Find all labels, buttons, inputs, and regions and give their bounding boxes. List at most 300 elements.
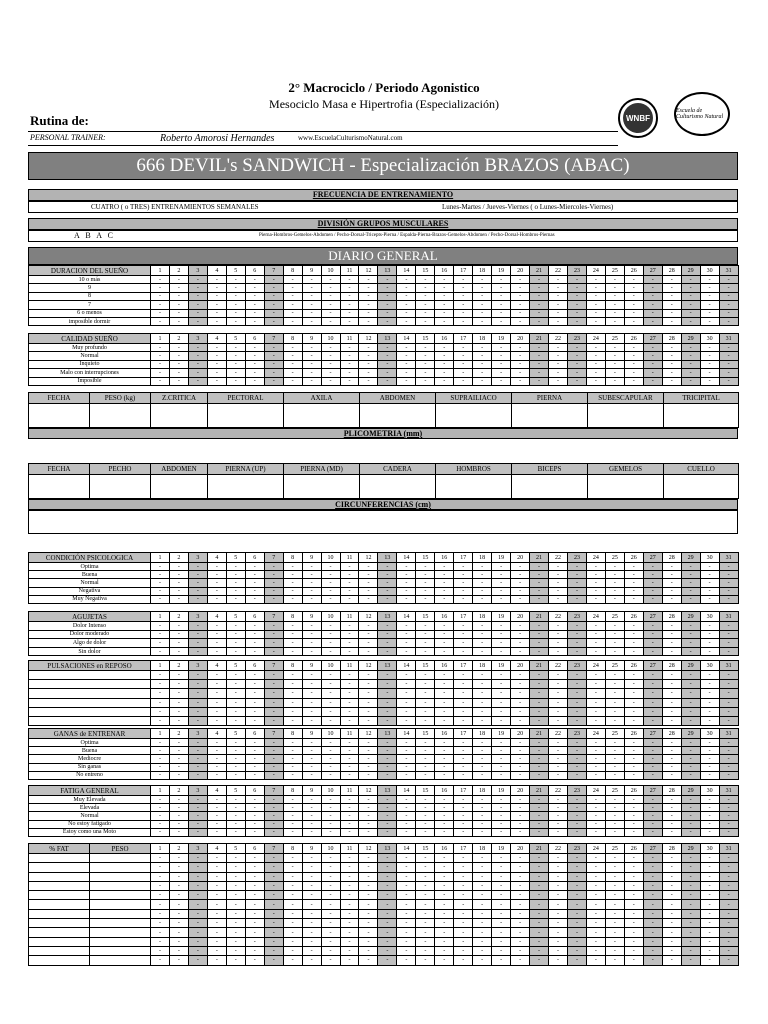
day-cell[interactable]: - — [567, 919, 586, 928]
day-cell[interactable]: - — [378, 747, 397, 755]
day-cell[interactable]: - — [359, 739, 378, 747]
day-cell[interactable]: - — [264, 707, 283, 716]
day-cell[interactable]: - — [605, 956, 624, 965]
day-cell[interactable]: - — [378, 680, 397, 689]
day-cell[interactable]: - — [378, 928, 397, 937]
day-cell[interactable]: - — [264, 595, 283, 603]
day-cell[interactable]: - — [245, 292, 264, 300]
day-cell[interactable]: - — [454, 622, 473, 631]
day-cell[interactable]: - — [454, 928, 473, 937]
day-cell[interactable]: - — [700, 946, 719, 955]
day-cell[interactable]: - — [586, 284, 605, 292]
day-cell[interactable]: - — [454, 872, 473, 881]
day-cell[interactable]: - — [719, 863, 738, 872]
day-cell[interactable]: - — [719, 309, 738, 317]
day-cell[interactable]: - — [245, 647, 264, 656]
day-cell[interactable]: - — [321, 360, 340, 368]
day-cell[interactable]: - — [624, 872, 643, 881]
day-cell[interactable]: - — [643, 579, 662, 587]
day-cell[interactable]: - — [549, 301, 568, 309]
day-cell[interactable]: - — [605, 891, 624, 900]
day-cell[interactable]: - — [662, 891, 681, 900]
day-cell[interactable]: - — [397, 352, 416, 360]
day-cell[interactable]: - — [321, 622, 340, 631]
day-cell[interactable]: - — [226, 301, 245, 309]
day-cell[interactable]: - — [151, 872, 170, 881]
day-cell[interactable]: - — [245, 820, 264, 828]
day-cell[interactable]: - — [549, 587, 568, 595]
day-cell[interactable]: - — [454, 595, 473, 603]
day-cell[interactable]: - — [643, 292, 662, 300]
day-cell[interactable]: - — [169, 344, 188, 352]
day-cell[interactable]: - — [169, 812, 188, 820]
entry-cell[interactable] — [90, 909, 151, 918]
day-cell[interactable]: - — [492, 804, 511, 812]
day-cell[interactable]: - — [264, 739, 283, 747]
day-cell[interactable]: - — [207, 881, 226, 890]
day-cell[interactable]: - — [700, 747, 719, 755]
day-cell[interactable]: - — [473, 647, 492, 656]
day-cell[interactable]: - — [283, 928, 302, 937]
day-cell[interactable]: - — [359, 804, 378, 812]
day-cell[interactable]: - — [492, 622, 511, 631]
day-cell[interactable]: - — [719, 937, 738, 946]
day-cell[interactable]: - — [643, 863, 662, 872]
day-cell[interactable]: - — [492, 919, 511, 928]
day-cell[interactable]: - — [340, 804, 359, 812]
day-cell[interactable]: - — [530, 292, 549, 300]
day-cell[interactable]: - — [321, 804, 340, 812]
day-cell[interactable]: - — [283, 763, 302, 771]
day-cell[interactable]: - — [473, 595, 492, 603]
day-cell[interactable]: - — [567, 571, 586, 579]
day-cell[interactable]: - — [302, 707, 321, 716]
day-cell[interactable]: - — [719, 317, 738, 325]
day-cell[interactable]: - — [264, 579, 283, 587]
day-cell[interactable]: - — [302, 689, 321, 698]
day-cell[interactable]: - — [416, 344, 435, 352]
day-cell[interactable]: - — [378, 671, 397, 680]
day-cell[interactable]: - — [397, 747, 416, 755]
day-cell[interactable]: - — [416, 909, 435, 918]
day-cell[interactable]: - — [643, 739, 662, 747]
day-cell[interactable]: - — [624, 881, 643, 890]
day-cell[interactable]: - — [378, 812, 397, 820]
day-cell[interactable]: - — [207, 804, 226, 812]
entry-cell[interactable] — [29, 872, 90, 881]
day-cell[interactable]: - — [435, 796, 454, 804]
day-cell[interactable]: - — [511, 716, 530, 725]
day-cell[interactable]: - — [340, 292, 359, 300]
day-cell[interactable]: - — [643, 828, 662, 836]
day-cell[interactable]: - — [567, 739, 586, 747]
day-cell[interactable]: - — [719, 630, 738, 639]
day-cell[interactable]: - — [416, 881, 435, 890]
day-cell[interactable]: - — [226, 309, 245, 317]
day-cell[interactable]: - — [359, 937, 378, 946]
day-cell[interactable]: - — [245, 828, 264, 836]
day-cell[interactable]: - — [435, 881, 454, 890]
day-cell[interactable]: - — [586, 647, 605, 656]
day-cell[interactable]: - — [530, 891, 549, 900]
day-cell[interactable]: - — [435, 680, 454, 689]
day-cell[interactable]: - — [188, 828, 207, 836]
day-cell[interactable]: - — [719, 854, 738, 863]
day-cell[interactable]: - — [530, 309, 549, 317]
day-cell[interactable]: - — [624, 828, 643, 836]
day-cell[interactable]: - — [151, 854, 170, 863]
day-cell[interactable]: - — [188, 854, 207, 863]
entry-cell[interactable] — [29, 956, 90, 965]
day-cell[interactable]: - — [226, 863, 245, 872]
day-cell[interactable]: - — [530, 563, 549, 571]
day-cell[interactable]: - — [378, 698, 397, 707]
day-cell[interactable]: - — [359, 716, 378, 725]
day-cell[interactable]: - — [511, 828, 530, 836]
day-cell[interactable]: - — [302, 360, 321, 368]
day-cell[interactable]: - — [586, 671, 605, 680]
day-cell[interactable]: - — [567, 689, 586, 698]
entry-cell[interactable] — [29, 863, 90, 872]
day-cell[interactable]: - — [549, 928, 568, 937]
day-cell[interactable]: - — [586, 639, 605, 648]
day-cell[interactable]: - — [378, 276, 397, 284]
day-cell[interactable]: - — [586, 771, 605, 779]
day-cell[interactable]: - — [605, 595, 624, 603]
day-cell[interactable]: - — [283, 622, 302, 631]
day-cell[interactable]: - — [586, 698, 605, 707]
day-cell[interactable]: - — [643, 928, 662, 937]
day-cell[interactable]: - — [207, 828, 226, 836]
day-cell[interactable]: - — [549, 755, 568, 763]
day-cell[interactable]: - — [719, 647, 738, 656]
day-cell[interactable]: - — [302, 587, 321, 595]
day-cell[interactable]: - — [643, 716, 662, 725]
day-cell[interactable]: - — [435, 937, 454, 946]
day-cell[interactable]: - — [567, 647, 586, 656]
day-cell[interactable]: - — [511, 872, 530, 881]
day-cell[interactable]: - — [511, 377, 530, 385]
day-cell[interactable]: - — [188, 284, 207, 292]
day-cell[interactable]: - — [245, 377, 264, 385]
day-cell[interactable]: - — [226, 820, 245, 828]
day-cell[interactable]: - — [719, 881, 738, 890]
day-cell[interactable]: - — [681, 309, 700, 317]
day-cell[interactable]: - — [567, 804, 586, 812]
day-cell[interactable]: - — [605, 292, 624, 300]
day-cell[interactable]: - — [321, 352, 340, 360]
day-cell[interactable]: - — [169, 292, 188, 300]
day-cell[interactable]: - — [188, 317, 207, 325]
day-cell[interactable]: - — [549, 680, 568, 689]
day-cell[interactable]: - — [719, 563, 738, 571]
day-cell[interactable]: - — [567, 820, 586, 828]
day-cell[interactable]: - — [681, 804, 700, 812]
day-cell[interactable]: - — [473, 854, 492, 863]
day-cell[interactable]: - — [643, 698, 662, 707]
day-cell[interactable]: - — [340, 377, 359, 385]
entry-cell[interactable] — [588, 475, 664, 499]
day-cell[interactable]: - — [245, 284, 264, 292]
day-cell[interactable]: - — [378, 891, 397, 900]
day-cell[interactable]: - — [245, 680, 264, 689]
day-cell[interactable]: - — [226, 292, 245, 300]
day-cell[interactable]: - — [454, 571, 473, 579]
day-cell[interactable]: - — [567, 707, 586, 716]
day-cell[interactable]: - — [549, 872, 568, 881]
day-cell[interactable]: - — [681, 563, 700, 571]
day-cell[interactable]: - — [662, 563, 681, 571]
day-cell[interactable]: - — [188, 716, 207, 725]
day-cell[interactable]: - — [473, 881, 492, 890]
day-cell[interactable]: - — [549, 360, 568, 368]
day-cell[interactable]: - — [283, 919, 302, 928]
day-cell[interactable]: - — [302, 344, 321, 352]
day-cell[interactable]: - — [416, 716, 435, 725]
day-cell[interactable]: - — [549, 828, 568, 836]
day-cell[interactable]: - — [283, 707, 302, 716]
day-cell[interactable]: - — [492, 707, 511, 716]
day-cell[interactable]: - — [264, 771, 283, 779]
day-cell[interactable]: - — [549, 771, 568, 779]
day-cell[interactable]: - — [302, 317, 321, 325]
day-cell[interactable]: - — [245, 872, 264, 881]
day-cell[interactable]: - — [283, 909, 302, 918]
day-cell[interactable]: - — [169, 891, 188, 900]
day-cell[interactable]: - — [188, 309, 207, 317]
day-cell[interactable]: - — [662, 716, 681, 725]
day-cell[interactable]: - — [719, 804, 738, 812]
day-cell[interactable]: - — [492, 571, 511, 579]
day-cell[interactable]: - — [662, 284, 681, 292]
day-cell[interactable]: - — [530, 671, 549, 680]
day-cell[interactable]: - — [340, 630, 359, 639]
day-cell[interactable]: - — [321, 946, 340, 955]
day-cell[interactable]: - — [321, 928, 340, 937]
day-cell[interactable]: - — [359, 881, 378, 890]
day-cell[interactable]: - — [624, 360, 643, 368]
day-cell[interactable]: - — [511, 284, 530, 292]
day-cell[interactable]: - — [435, 919, 454, 928]
day-cell[interactable]: - — [169, 755, 188, 763]
day-cell[interactable]: - — [340, 276, 359, 284]
day-cell[interactable]: - — [340, 900, 359, 909]
day-cell[interactable]: - — [473, 928, 492, 937]
day-cell[interactable]: - — [226, 804, 245, 812]
day-cell[interactable]: - — [530, 571, 549, 579]
day-cell[interactable]: - — [473, 872, 492, 881]
day-cell[interactable]: - — [473, 919, 492, 928]
day-cell[interactable]: - — [549, 571, 568, 579]
day-cell[interactable]: - — [264, 909, 283, 918]
day-cell[interactable]: - — [549, 891, 568, 900]
day-cell[interactable]: - — [454, 630, 473, 639]
day-cell[interactable]: - — [662, 630, 681, 639]
day-cell[interactable]: - — [151, 301, 170, 309]
day-cell[interactable]: - — [586, 360, 605, 368]
entry-cell[interactable] — [284, 404, 360, 428]
day-cell[interactable]: - — [511, 812, 530, 820]
day-cell[interactable]: - — [264, 946, 283, 955]
day-cell[interactable]: - — [435, 595, 454, 603]
day-cell[interactable]: - — [416, 863, 435, 872]
day-cell[interactable]: - — [454, 309, 473, 317]
day-cell[interactable]: - — [586, 377, 605, 385]
day-cell[interactable]: - — [302, 369, 321, 377]
day-cell[interactable]: - — [188, 344, 207, 352]
day-cell[interactable]: - — [397, 891, 416, 900]
day-cell[interactable]: - — [188, 377, 207, 385]
day-cell[interactable]: - — [169, 622, 188, 631]
day-cell[interactable]: - — [169, 937, 188, 946]
day-cell[interactable]: - — [586, 317, 605, 325]
day-cell[interactable]: - — [549, 377, 568, 385]
entry-cell[interactable] — [284, 475, 360, 499]
day-cell[interactable]: - — [681, 317, 700, 325]
day-cell[interactable]: - — [643, 796, 662, 804]
day-cell[interactable]: - — [643, 946, 662, 955]
day-cell[interactable]: - — [605, 698, 624, 707]
day-cell[interactable]: - — [283, 872, 302, 881]
day-cell[interactable]: - — [151, 647, 170, 656]
day-cell[interactable]: - — [245, 716, 264, 725]
day-cell[interactable]: - — [662, 377, 681, 385]
day-cell[interactable]: - — [245, 317, 264, 325]
day-cell[interactable]: - — [321, 630, 340, 639]
day-cell[interactable]: - — [454, 317, 473, 325]
day-cell[interactable]: - — [359, 796, 378, 804]
day-cell[interactable]: - — [264, 587, 283, 595]
day-cell[interactable]: - — [643, 369, 662, 377]
day-cell[interactable]: - — [207, 755, 226, 763]
day-cell[interactable]: - — [169, 747, 188, 755]
day-cell[interactable]: - — [624, 344, 643, 352]
day-cell[interactable]: - — [378, 352, 397, 360]
day-cell[interactable]: - — [151, 276, 170, 284]
day-cell[interactable]: - — [473, 639, 492, 648]
day-cell[interactable]: - — [567, 563, 586, 571]
entry-cell[interactable] — [29, 937, 90, 946]
day-cell[interactable]: - — [511, 820, 530, 828]
day-cell[interactable]: - — [283, 689, 302, 698]
day-cell[interactable]: - — [473, 739, 492, 747]
day-cell[interactable]: - — [435, 563, 454, 571]
day-cell[interactable]: - — [416, 630, 435, 639]
day-cell[interactable]: - — [359, 317, 378, 325]
day-cell[interactable]: - — [549, 747, 568, 755]
day-cell[interactable]: - — [605, 716, 624, 725]
day-cell[interactable]: - — [700, 344, 719, 352]
day-cell[interactable]: - — [473, 771, 492, 779]
day-cell[interactable]: - — [492, 755, 511, 763]
day-cell[interactable]: - — [605, 317, 624, 325]
day-cell[interactable]: - — [473, 946, 492, 955]
day-cell[interactable]: - — [416, 956, 435, 965]
day-cell[interactable]: - — [245, 352, 264, 360]
day-cell[interactable]: - — [245, 276, 264, 284]
day-cell[interactable]: - — [169, 309, 188, 317]
day-cell[interactable]: - — [416, 804, 435, 812]
day-cell[interactable]: - — [302, 563, 321, 571]
entry-cell[interactable] — [90, 919, 151, 928]
day-cell[interactable]: - — [302, 900, 321, 909]
day-cell[interactable]: - — [492, 587, 511, 595]
day-cell[interactable]: - — [169, 804, 188, 812]
day-cell[interactable]: - — [264, 891, 283, 900]
day-cell[interactable]: - — [264, 919, 283, 928]
day-cell[interactable]: - — [151, 707, 170, 716]
day-cell[interactable]: - — [188, 739, 207, 747]
day-cell[interactable]: - — [662, 763, 681, 771]
day-cell[interactable]: - — [359, 891, 378, 900]
day-cell[interactable]: - — [530, 909, 549, 918]
day-cell[interactable]: - — [624, 937, 643, 946]
day-cell[interactable]: - — [435, 622, 454, 631]
day-cell[interactable]: - — [321, 563, 340, 571]
day-cell[interactable]: - — [549, 937, 568, 946]
day-cell[interactable]: - — [473, 317, 492, 325]
day-cell[interactable]: - — [492, 739, 511, 747]
day-cell[interactable]: - — [567, 595, 586, 603]
day-cell[interactable]: - — [586, 680, 605, 689]
day-cell[interactable]: - — [435, 828, 454, 836]
day-cell[interactable]: - — [662, 595, 681, 603]
day-cell[interactable]: - — [416, 755, 435, 763]
day-cell[interactable]: - — [283, 309, 302, 317]
day-cell[interactable]: - — [151, 956, 170, 965]
day-cell[interactable]: - — [473, 909, 492, 918]
day-cell[interactable]: - — [283, 276, 302, 284]
day-cell[interactable]: - — [188, 755, 207, 763]
day-cell[interactable]: - — [188, 360, 207, 368]
day-cell[interactable]: - — [416, 946, 435, 955]
entry-cell[interactable] — [90, 937, 151, 946]
day-cell[interactable]: - — [549, 689, 568, 698]
day-cell[interactable]: - — [586, 919, 605, 928]
day-cell[interactable]: - — [549, 647, 568, 656]
day-cell[interactable]: - — [473, 309, 492, 317]
day-cell[interactable]: - — [549, 716, 568, 725]
day-cell[interactable]: - — [302, 828, 321, 836]
day-cell[interactable]: - — [586, 881, 605, 890]
day-cell[interactable]: - — [359, 360, 378, 368]
day-cell[interactable]: - — [188, 919, 207, 928]
day-cell[interactable]: - — [511, 919, 530, 928]
day-cell[interactable]: - — [719, 344, 738, 352]
day-cell[interactable]: - — [624, 587, 643, 595]
day-cell[interactable]: - — [473, 571, 492, 579]
day-cell[interactable]: - — [473, 689, 492, 698]
day-cell[interactable]: - — [397, 595, 416, 603]
day-cell[interactable]: - — [397, 946, 416, 955]
day-cell[interactable]: - — [321, 292, 340, 300]
day-cell[interactable]: - — [454, 284, 473, 292]
day-cell[interactable]: - — [207, 352, 226, 360]
day-cell[interactable]: - — [643, 595, 662, 603]
day-cell[interactable]: - — [169, 284, 188, 292]
day-cell[interactable]: - — [302, 639, 321, 648]
day-cell[interactable]: - — [397, 804, 416, 812]
day-cell[interactable]: - — [169, 716, 188, 725]
day-cell[interactable]: - — [283, 812, 302, 820]
day-cell[interactable]: - — [188, 579, 207, 587]
day-cell[interactable]: - — [454, 292, 473, 300]
day-cell[interactable]: - — [340, 739, 359, 747]
day-cell[interactable]: - — [681, 680, 700, 689]
day-cell[interactable]: - — [700, 755, 719, 763]
day-cell[interactable]: - — [643, 820, 662, 828]
day-cell[interactable]: - — [530, 716, 549, 725]
